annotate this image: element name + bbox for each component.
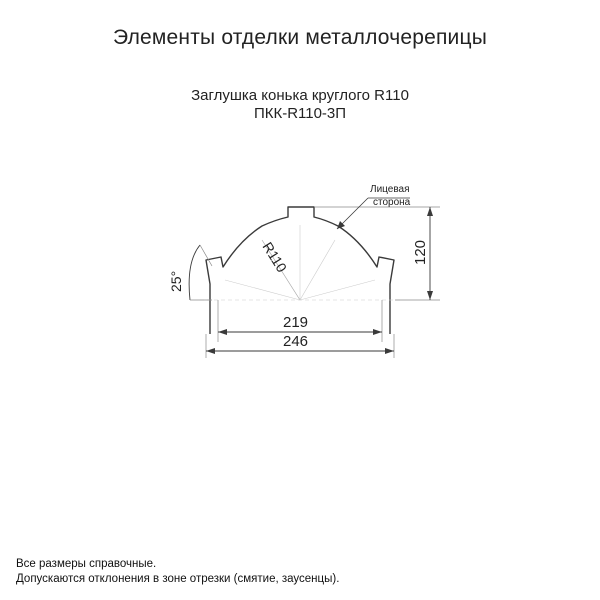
page-title: Элементы отделки металлочерепицы (112, 26, 487, 49)
height-arrow-bottom (427, 291, 433, 300)
footer-note-tolerance: Допускаются отклонения в зоне отрезки (смятие, заусенцы). (16, 573, 340, 585)
face-side-label-line1: Лицевая (370, 184, 410, 195)
height-arrow-top (427, 207, 433, 216)
radius-helper-line (300, 280, 375, 300)
angle-arc (189, 245, 200, 300)
outer-width-arrow-left (206, 348, 215, 354)
footer-note-reference: Все размеры справочные. (16, 558, 157, 570)
outer-width-label: 246 (283, 333, 309, 350)
inner-width-label: 219 (283, 314, 309, 331)
inner-width-arrow-left (218, 329, 227, 335)
outer-width-arrow-right (385, 348, 394, 354)
product-code: ПКК-R110-3П (253, 105, 347, 122)
radius-label: R110 (259, 239, 291, 276)
angle-label: 25° (168, 270, 184, 292)
inner-width-arrow-right (373, 329, 382, 335)
face-side-label-line2: сторона (373, 197, 411, 208)
height-label: 120 (412, 239, 429, 265)
radius-helper-line (225, 280, 300, 300)
product-name: Заглушка конька круглого R110 (191, 87, 409, 104)
radius-helper-line (300, 240, 335, 300)
